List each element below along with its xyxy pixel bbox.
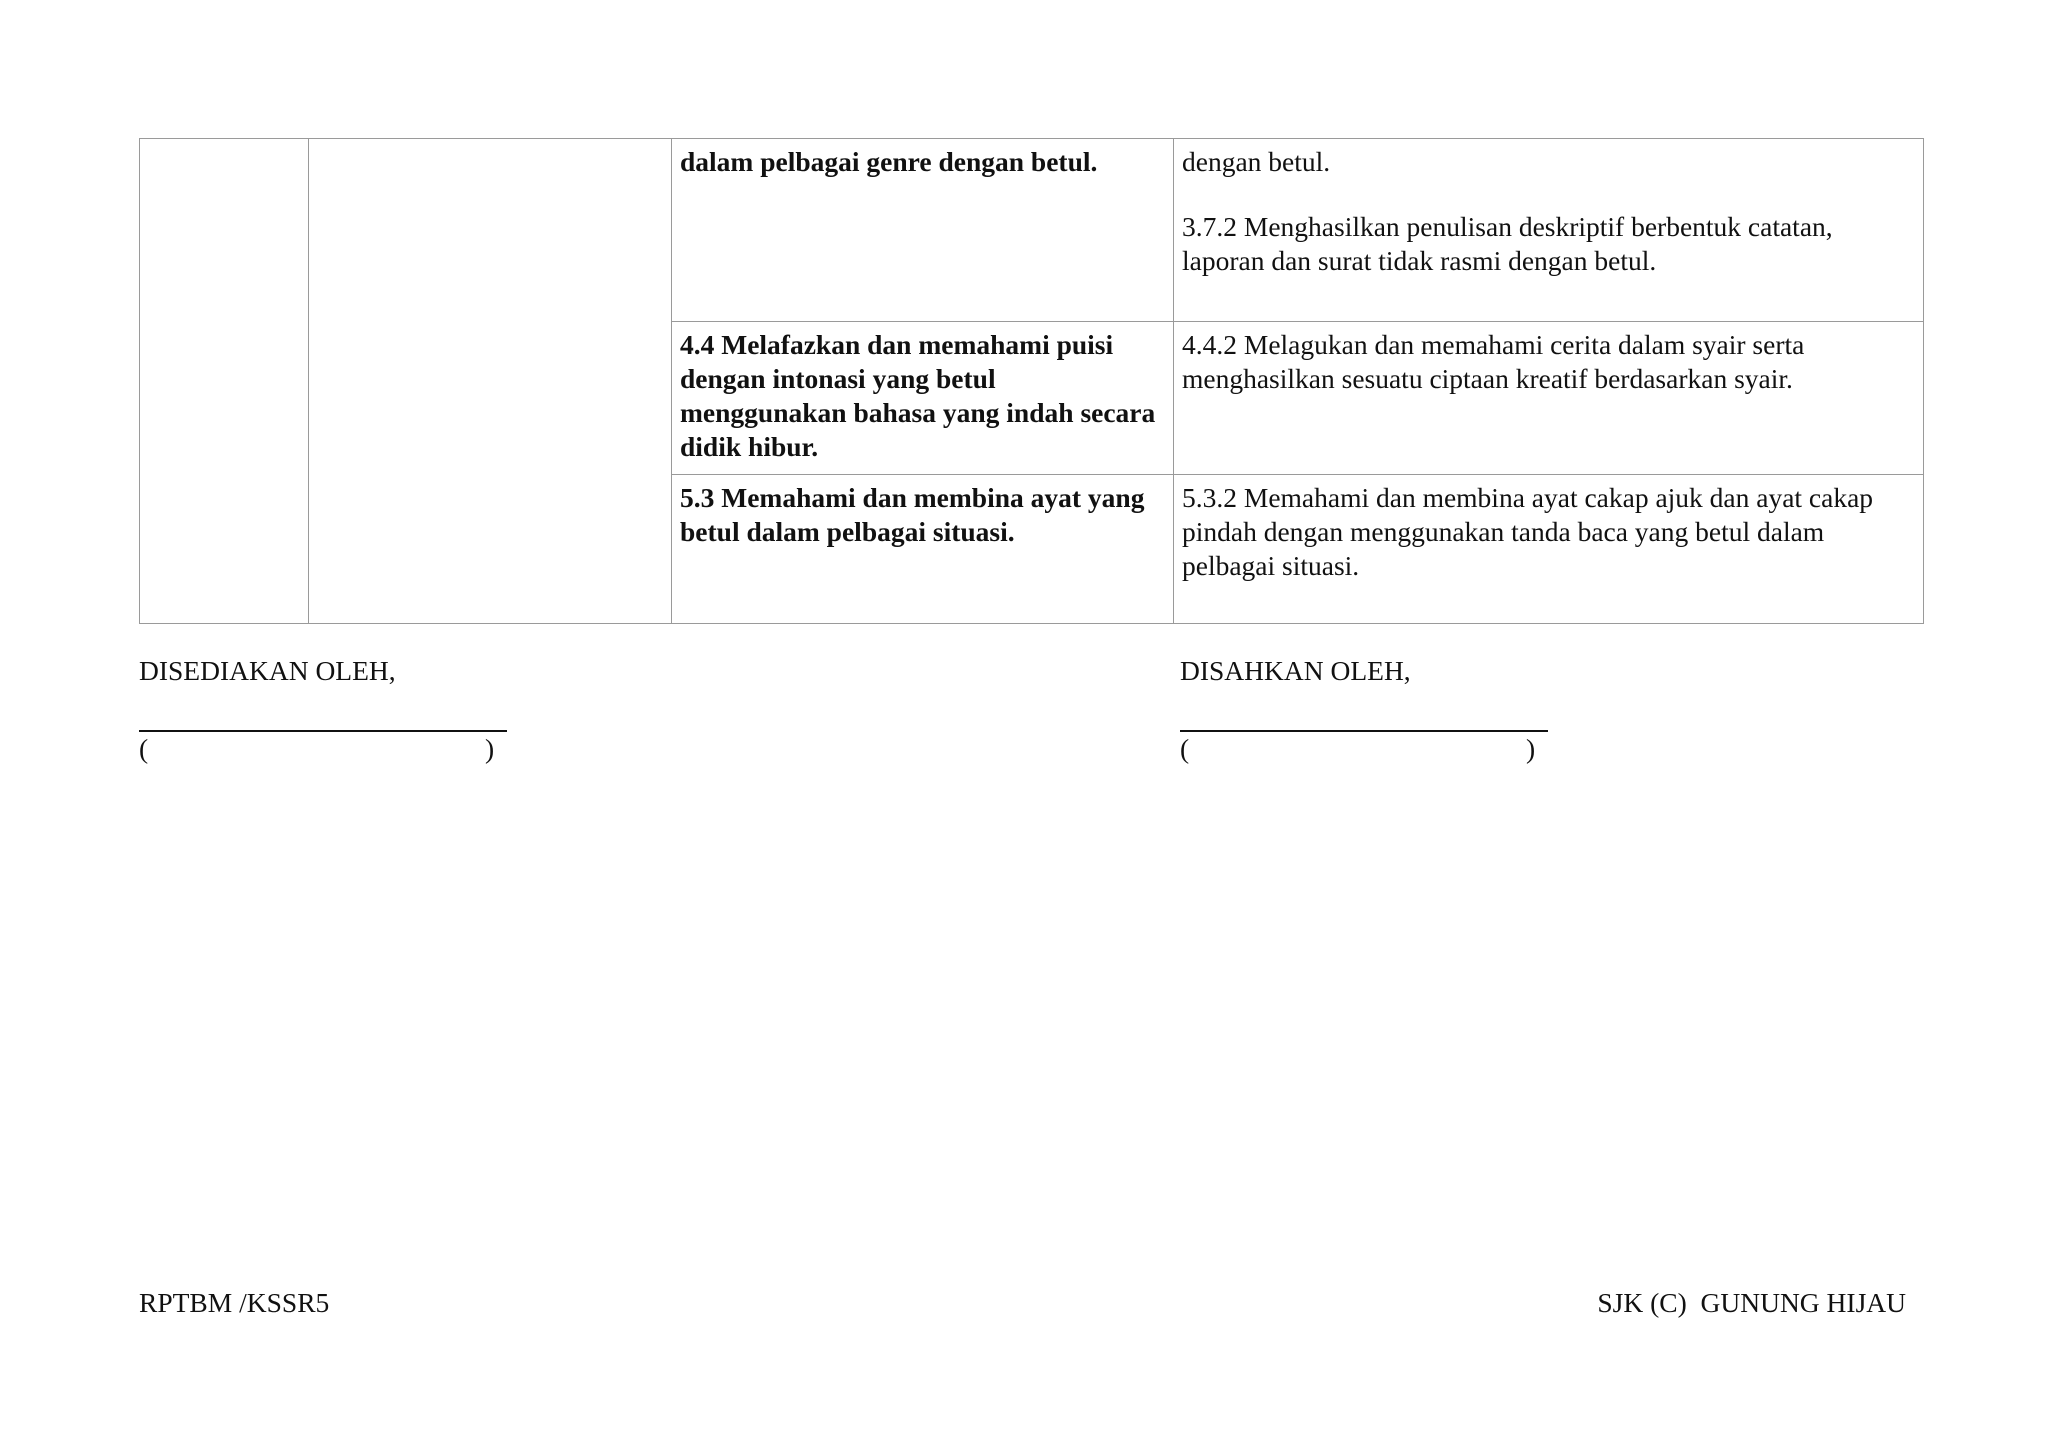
content-standard-text: betul dalam pelbagai situasi. [680, 516, 1015, 547]
footer-left: RPTBM /KSSR5 [139, 1287, 330, 1318]
learning-standard-text: dengan betul. [1182, 146, 1331, 177]
content-standard-text: 4.4 Melafazkan dan memahami puisi dengan intonasi yang betul menggunakan bahasa yang indah secara didik hibur. [680, 329, 1156, 462]
theme-cell [309, 139, 672, 624]
paren-close: ) [1526, 733, 1536, 764]
content-standard-cell [672, 322, 1174, 475]
lesson-plan-table [139, 138, 1924, 624]
table-row [140, 139, 1924, 322]
paren-open: ( [1180, 733, 1190, 764]
learning-standard-cell [1174, 475, 1924, 624]
content-standard-text: 5.3 Memahami dan membina ayat yang [680, 482, 1145, 513]
name-placeholder [139, 732, 507, 766]
learning-standard-cell [1174, 139, 1924, 322]
approved-by-label: DISAHKAN OLEH, [1180, 655, 1411, 686]
content-standard-cell [672, 475, 1174, 624]
content-standard-text: dalam pelbagai genre dengan betul. [680, 146, 1098, 177]
learning-standard-text: 4.4.2 Melagukan dan memahami cerita dalam syair serta menghasilkan sesuatu ciptaan kreatif berdasarkan syair. [1182, 329, 1805, 394]
prepared-by-signature-block [139, 654, 507, 766]
name-placeholder [1180, 732, 1548, 766]
learning-standard-text: 3.7.2 Menghasilkan penulisan deskriptif berbentuk catatan, laporan dan surat tidak rasmi dengan betul. [1182, 211, 1833, 276]
learning-standard-cell [1174, 322, 1924, 475]
paren-open: ( [139, 733, 149, 764]
week-cell [140, 139, 309, 624]
prepared-by-label: DISEDIAKAN OLEH, [139, 655, 396, 686]
paren-close: ) [485, 733, 495, 764]
approved-by-signature-block [1180, 654, 1548, 766]
footer-right: SJK (C) GUNUNG HIJAU [1597, 1287, 1906, 1318]
content-standard-cell [672, 139, 1174, 322]
learning-standard-text: 5.3.2 Memahami dan membina ayat cakap ajuk dan ayat cakap pindah dengan menggunakan tanda baca yang betul dalam pelbagai situasi. [1182, 482, 1874, 581]
